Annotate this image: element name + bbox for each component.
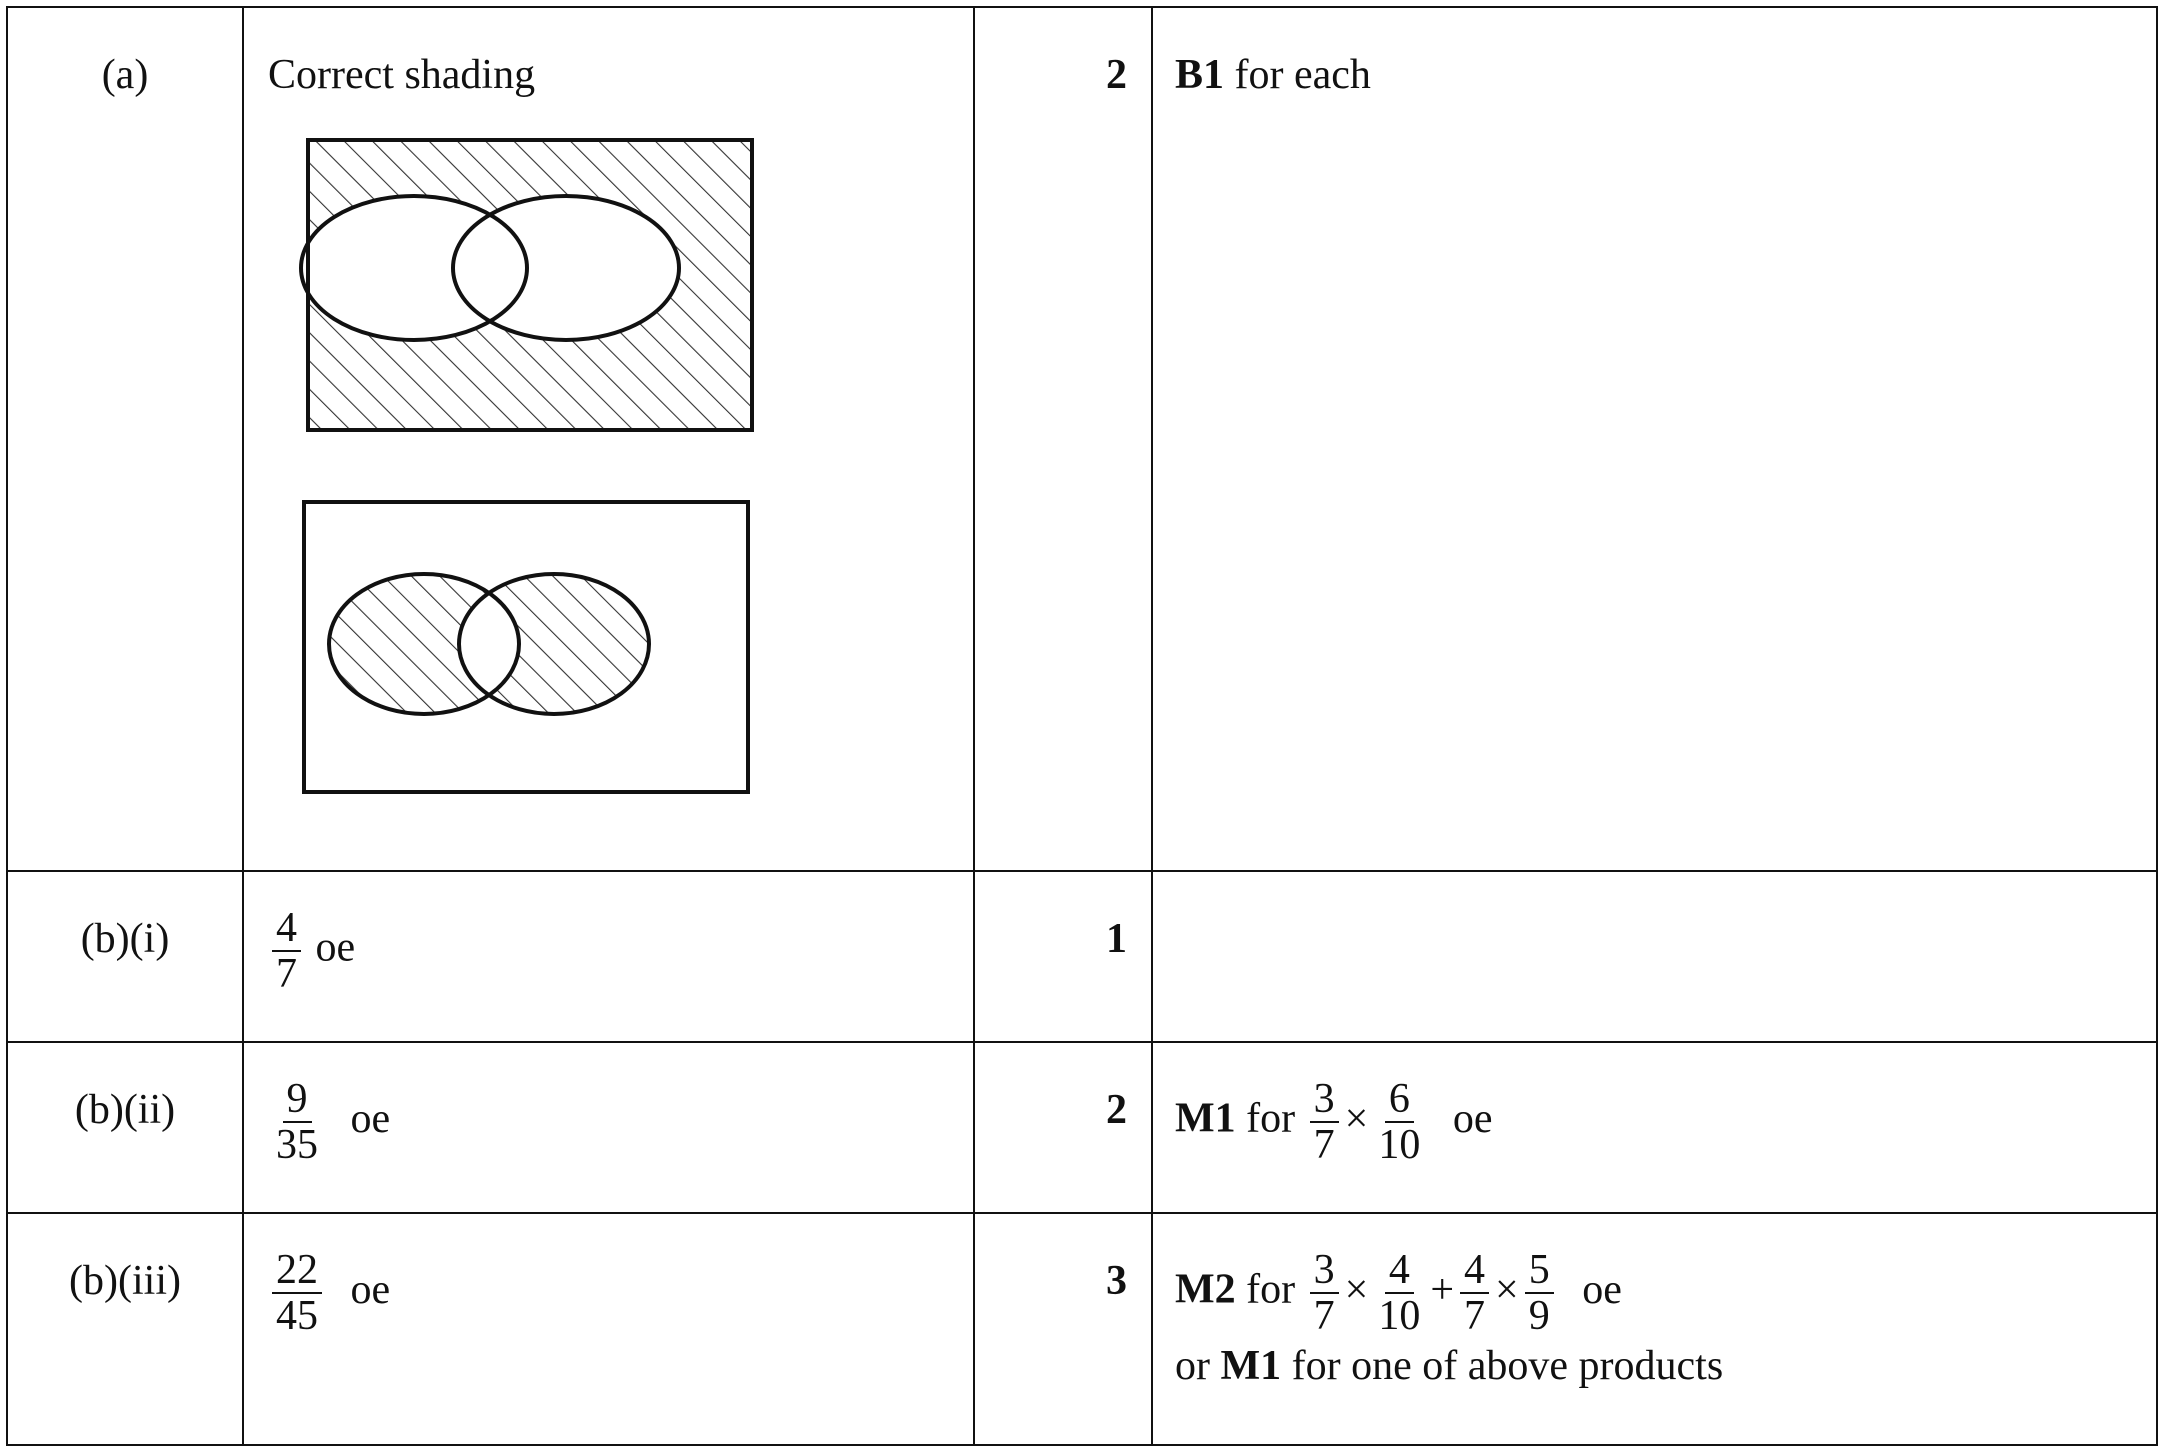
guidance-cell — [1152, 7, 2157, 871]
answer-fraction — [272, 1248, 322, 1338]
fraction-denominator: 7 — [1313, 1293, 1335, 1340]
guidance-suffix: oe — [1452, 1095, 1493, 1142]
answer-cell — [243, 7, 974, 871]
answer-suffix: oe — [350, 1095, 391, 1142]
plus-symbol: + — [1430, 1267, 1455, 1314]
times-symbol: × — [1344, 1095, 1369, 1142]
guidance-or: or — [1175, 1342, 1210, 1389]
guidance-cell — [1152, 1042, 2157, 1213]
fraction-numerator: 3 — [1310, 1248, 1339, 1294]
guidance-cell — [1152, 871, 2157, 1042]
fraction-denominator: 10 — [1378, 1293, 1421, 1340]
answer-cell — [243, 1213, 974, 1445]
table-row — [7, 7, 2157, 871]
fraction-denominator: 7 — [276, 951, 297, 998]
fraction-denominator: 9 — [1528, 1293, 1550, 1340]
venn-diagrams — [296, 122, 766, 812]
table-row — [7, 1042, 2157, 1213]
fraction-denominator: 45 — [276, 1293, 318, 1340]
answer-cell — [243, 871, 974, 1042]
guidance-fraction — [1525, 1248, 1554, 1338]
times-symbol: × — [1495, 1267, 1519, 1314]
guidance-cell — [1152, 1213, 2157, 1445]
part-label: (a) — [7, 7, 243, 871]
guidance-fraction — [1374, 1077, 1424, 1167]
answer-suffix: oe — [315, 924, 356, 971]
guidance-suffix: oe — [1582, 1267, 1622, 1314]
guidance-text: for each — [1234, 52, 1371, 98]
fraction-numerator: 22 — [272, 1248, 322, 1294]
answer-cell — [243, 1042, 974, 1213]
mark-value: 1 — [974, 871, 1152, 1042]
fraction-numerator: 3 — [1310, 1077, 1339, 1123]
guidance-fraction — [1310, 1248, 1339, 1338]
guidance-fraction — [1374, 1248, 1424, 1338]
fraction-denominator: 10 — [1378, 1122, 1421, 1169]
table-row — [7, 871, 2157, 1042]
answer-fraction — [272, 906, 301, 996]
times-symbol: × — [1344, 1267, 1369, 1314]
fraction-numerator: 4 — [1385, 1248, 1414, 1294]
guidance-line-2 — [1175, 1341, 2156, 1391]
table-row — [7, 1213, 2157, 1445]
mark-code: M2 — [1175, 1267, 1236, 1314]
mark-value: 2 — [974, 1042, 1152, 1213]
fraction-numerator: 4 — [1460, 1248, 1489, 1294]
guidance-line-1 — [1175, 1248, 2156, 1338]
venn-diagram-symmetric-difference — [304, 502, 748, 792]
part-label: (b)(ii) — [7, 1042, 243, 1213]
mark-code: M1 — [1175, 1095, 1236, 1142]
answer-suffix: oe — [350, 1267, 391, 1314]
mark-code: B1 — [1175, 52, 1225, 98]
venn-diagram-complement — [301, 140, 752, 430]
guidance-for: for — [1246, 1095, 1296, 1142]
fraction-denominator: 7 — [1313, 1122, 1335, 1169]
answer-fraction — [272, 1077, 322, 1167]
answer-text: Correct shading — [268, 52, 536, 98]
part-label: (b)(i) — [7, 871, 243, 1042]
mark-value: 2 — [974, 7, 1152, 871]
mark-code: M1 — [1220, 1342, 1282, 1389]
guidance-fraction — [1460, 1248, 1489, 1338]
mark-scheme-table — [6, 6, 2158, 1446]
fraction-numerator: 5 — [1525, 1248, 1554, 1294]
part-label: (b)(iii) — [7, 1213, 243, 1445]
fraction-denominator: 7 — [1464, 1293, 1486, 1340]
fraction-numerator: 6 — [1385, 1077, 1414, 1123]
guidance-for: for — [1246, 1267, 1296, 1314]
guidance-fraction — [1310, 1077, 1339, 1167]
fraction-denominator: 35 — [276, 1122, 318, 1169]
mark-value: 3 — [974, 1213, 1152, 1445]
guidance-text: for one of above products — [1291, 1342, 1724, 1389]
fraction-numerator: 9 — [283, 1077, 312, 1123]
fraction-numerator: 4 — [272, 906, 301, 952]
